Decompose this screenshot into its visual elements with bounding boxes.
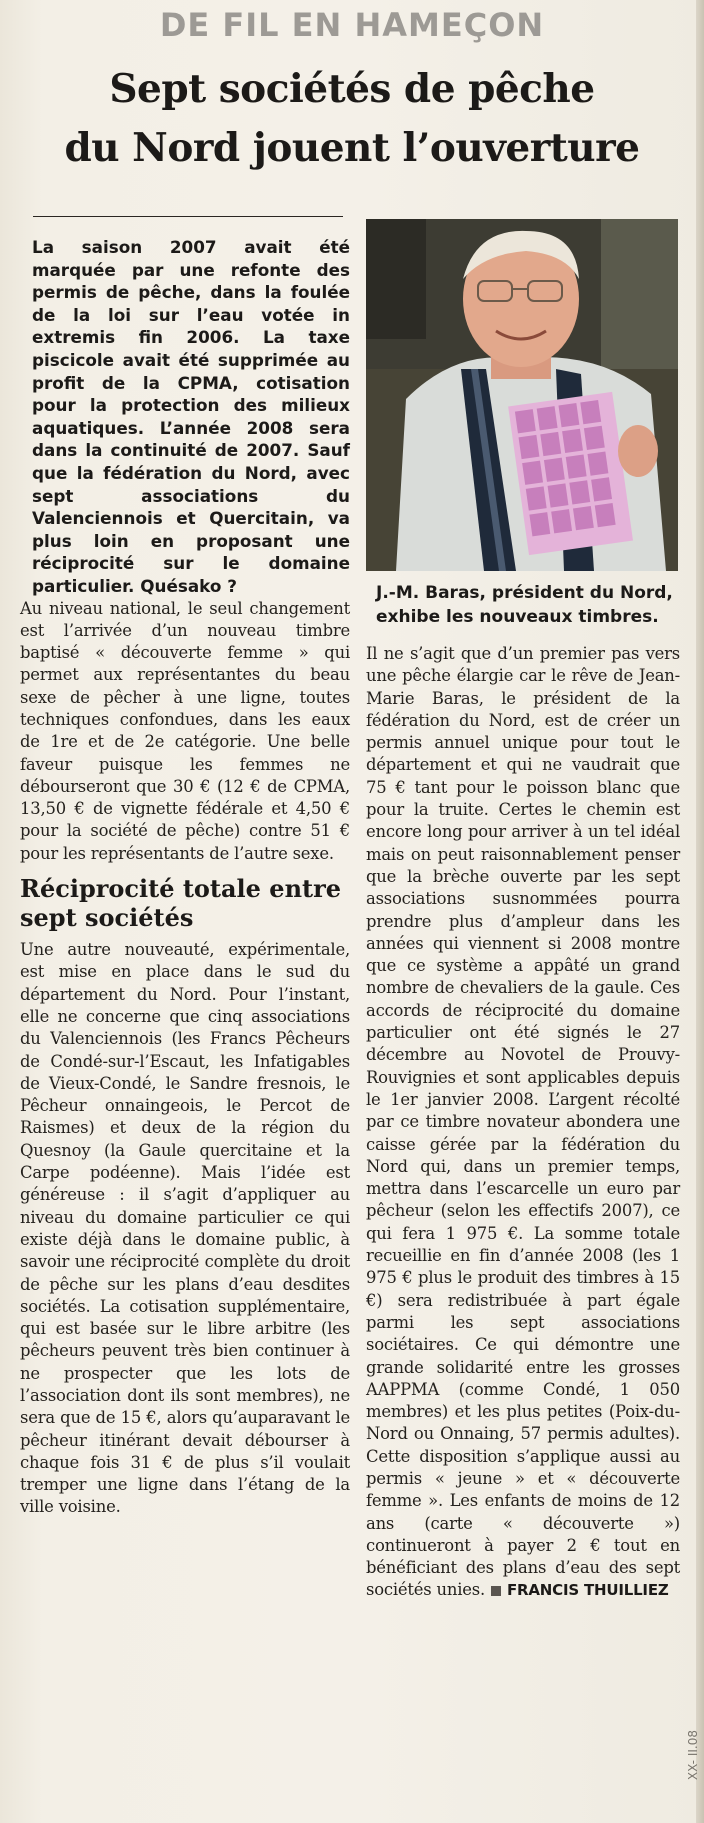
article-headline bbox=[30, 60, 674, 178]
article-photo bbox=[366, 219, 678, 571]
photo-caption: J.-M. Baras, président du Nord, exhibe les nouveaux timbres. bbox=[376, 583, 673, 627]
page-edge bbox=[696, 0, 704, 1823]
lead-paragraph: La saison 2007 avait été marquée par une refonte des permis de pêche, dans la foulée de la loi sur l’eau votée in extremis fin 2006. La taxe piscicole avait été supprimée au profit de la CPMA, cotisation pour la protection des milieux aquatiques. L’année 2008 sera dans la continuité de 2007. Sauf que la fédération du Nord, avec sept associations du Valenciennois et Quercitain, va plus loin en proposant une réciprocité sur le domaine particulier. Quésako ? bbox=[32, 237, 350, 596]
byline-square-icon bbox=[491, 1586, 501, 1596]
headline-line-1: Sept sociétés de pêche bbox=[109, 66, 595, 112]
photo-illustration bbox=[366, 219, 678, 571]
right-column bbox=[366, 219, 680, 1602]
headline-rule bbox=[33, 216, 343, 217]
body-paragraph-1: Au niveau national, le seul changement est l’arrivée d’un nouveau timbre baptisé « découverte femme » qui permet aux représentantes du beau sexe de pêcher à une ligne, toutes techniques confondues, dans les eaux de 1re et de 2e catégorie. Une belle faveur puisque les femmes ne débourseront que 30 € (12 € de CPMA, 13,50 € de vignette fédérale et 4,50 € pour la société de pêche) contre 51 € pour les représentants de l’autre sexe. bbox=[20, 598, 350, 863]
section-subhead: Réciprocité totale entre sept sociétés bbox=[20, 874, 342, 933]
body-paragraph-3-text: Il ne s’agit que d’un premier pas vers une pêche élargie car le rêve de Jean-Marie Baras, le président de la fédération du Nord, est de créer un permis annuel unique pour tout le département et qui ne vaudrait que 75 € tant pour le poisson blanc que pour la truite. Certes le chemin est encore long pour arriver à un tel idéal mais on peut raisonnablement penser que la brèche ouverte par les sept associations susnommées pourra prendre plus d’ampleur dans les années qui viennent si 2008 montre que ce système a appâté un grand nombre de chevaliers de la gaule. Ces accords de réciprocité du domaine particulier ont été signés le 27 décembre au Novotel de Prouvy-Rouvignies et sont applicables depuis le 1er janvier 2008. L’argent récolté par ce timbre novateur abondera une caisse gérée par la fédération du Nord qui, dans un premier temps, mettra dans l’escarcelle un euro par pêcheur (selon les effectifs 2007), ce qui fera 1 975 €. La somme totale recueillie en fin d’année 2008 (les 1 975 € plus le produit des timbres à 15 €) sera redistribuée à part égale parmi les sept associations sociétaires. Ce qui démontre une grande solidarité entre les grosses AAPPMA (comme Condé, 1 050 membres) et les plus petites (Poix-du-Nord ou Onnaing, 57 permis adultes). Cette disposition s’applique aussi au permis « jeune » et « découverte femme ». Les enfants de moins de 12 ans (carte « découverte ») continueront à payer 2 € tout en bénéficiant des plans d’eau des sept sociétés unies. bbox=[366, 644, 680, 1600]
headline-line-2: du Nord jouent l’ouverture bbox=[64, 125, 640, 171]
body-paragraph-3 bbox=[366, 643, 680, 1602]
margin-handwritten-note: XX- II.08 bbox=[686, 1730, 700, 1781]
body-paragraph-2: Une autre nouveauté, expérimentale, est mise en place dans le sud du département du Nord. Pour l’instant, elle ne concerne que cinq associations du Valenciennois (les Francs Pêcheurs de Condé-sur-l’Escaut, les Infatigables de Vieux-Condé, le Sandre fresnois, le Pêcheur onnaingeois, le Percot de Raismes) et deux de la région du Quesnoy (la Gaule quercitaine et la Carpe podéenne). Mais l’idée est généreuse : il s’agit d’appliquer au niveau du domaine particulier ce qui existe déjà dans le domaine public, à savoir une réciprocité complète du droit de pêche sur les plans d’eau desdites sociétés. La cotisation supplémentaire, qui est basée sur le libre arbitre (les pêcheurs peuvent très bien continuer à ne prospecter que les lots de l’association dont ils sont membres), ne sera que de 15 €, alors qu’auparavant le pêcheur itinérant devait débourser à chaque fois 31 € de plus s’il voulait tremper une ligne dans l’étang de la ville voisine. bbox=[20, 940, 350, 1517]
left-column bbox=[20, 236, 350, 1519]
byline: FRANCIS THUILLIEZ bbox=[507, 1581, 669, 1600]
section-kicker: DE FIL EN HAMEÇON bbox=[159, 6, 545, 44]
